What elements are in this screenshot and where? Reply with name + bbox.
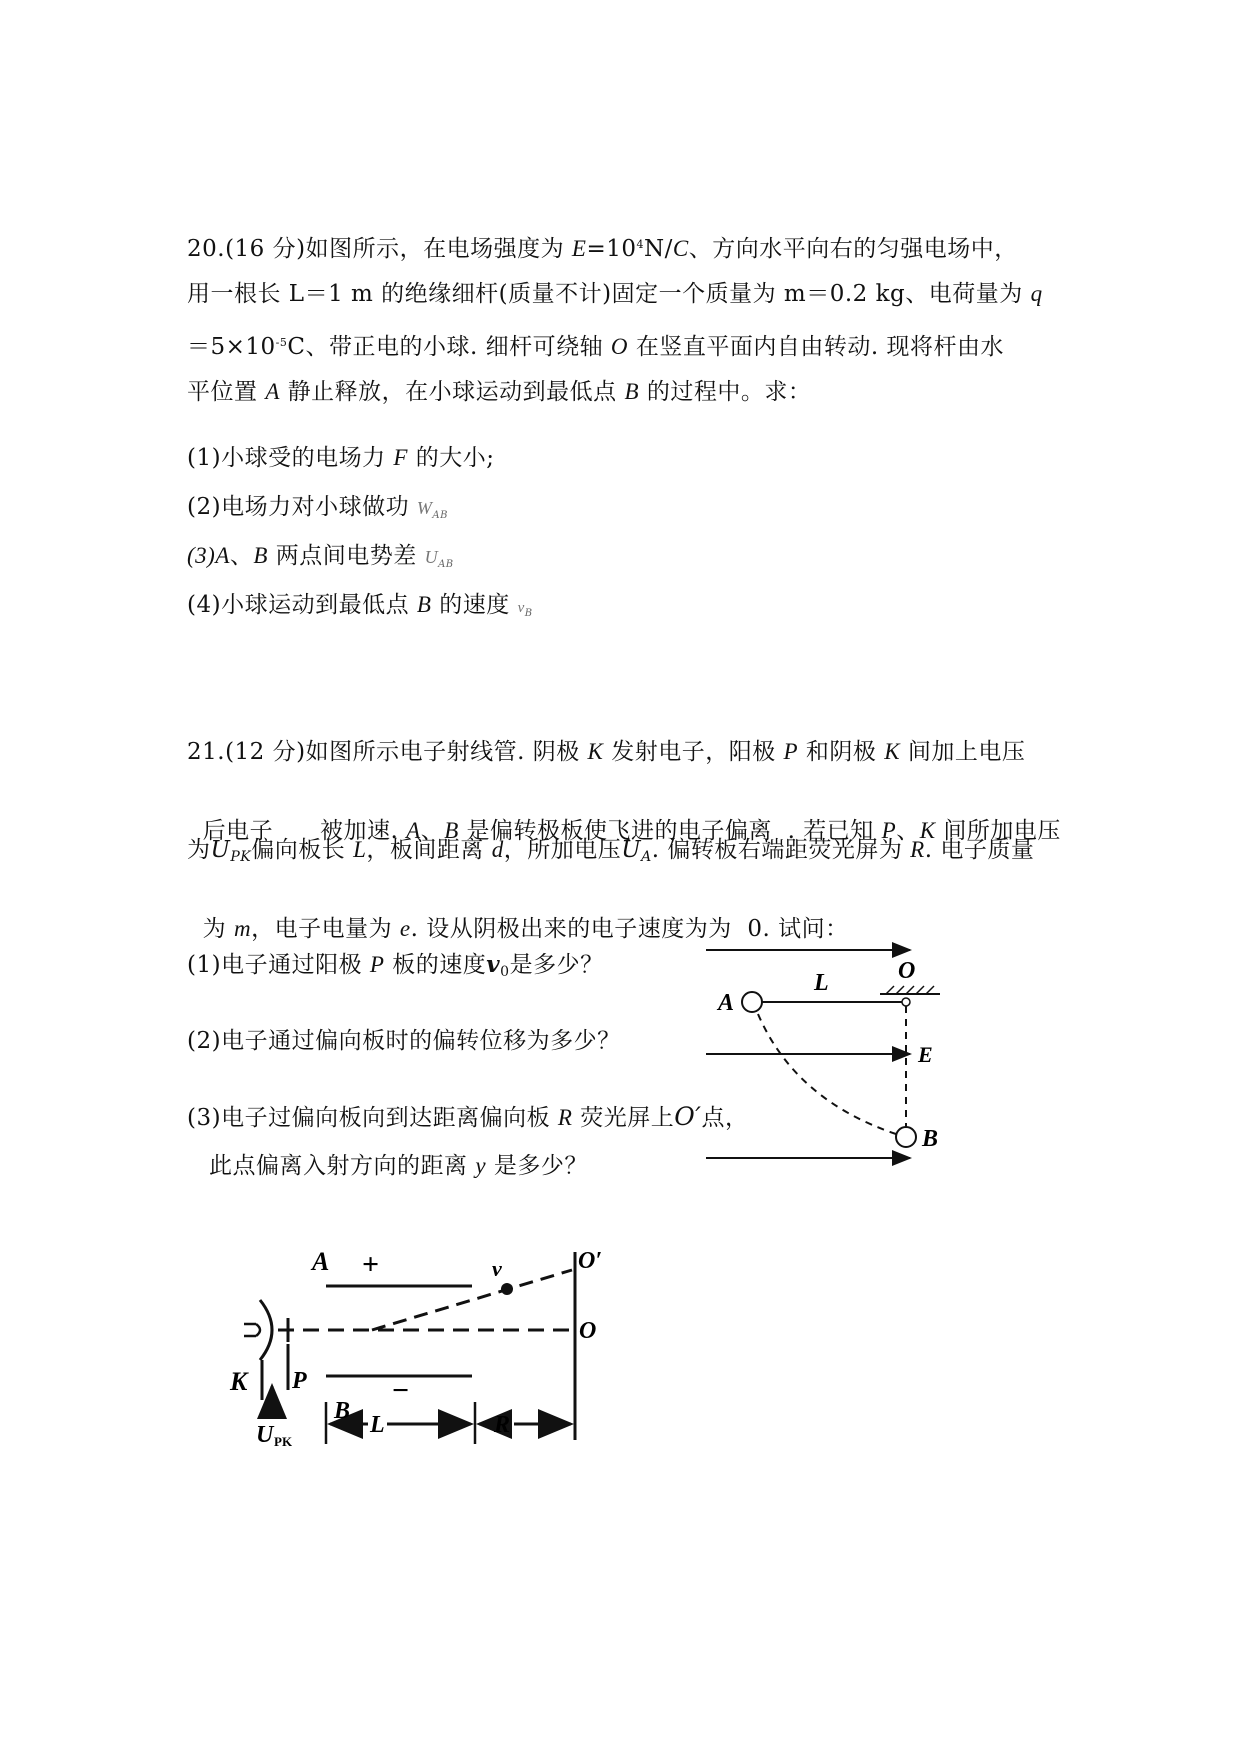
q20-item-1: (1)小球受的电场力 F 的大小; [187, 445, 495, 471]
label-U: U [256, 1422, 274, 1448]
label-A: A [312, 1247, 330, 1276]
label-E: E [918, 1042, 933, 1067]
label-plus: + [362, 1248, 380, 1281]
figure-electron-tube [222, 1230, 602, 1470]
electron-dot [501, 1283, 513, 1295]
label-U-sub: PK [274, 1434, 293, 1449]
q21-line1: 21.(12 分)如图所示电子射线管. 阴极 K 发射电子，阳极 P 和阴极 K 间加上电压 [187, 739, 1026, 765]
label-O-prime: O′ [578, 1248, 602, 1274]
label-R: R [494, 1412, 511, 1438]
label-O: O [579, 1318, 597, 1344]
q21-item-1: (1)电子通过阳极 P 板的速度v0是多少？ [187, 951, 604, 980]
q20-item-2: (2)电场力对小球做功 $W_{AB}$ [187, 494, 448, 521]
q21-item-3: (3)电子过偏向板向到达距离偏向板 R 荧光屏上O′点， [187, 1102, 749, 1131]
label-L: L [370, 1412, 385, 1438]
q21-item-3-continued: 此点偏离入射方向的距离 y 是多少？ [209, 1153, 588, 1179]
q20-line4: 平位置 A 静止释放，在小球运动到最低点 B 的过程中。求： [187, 379, 812, 405]
q20-line2: 用一根长 L＝1 m 的绝缘细杆(质量不计)固定一个质量为 m＝0.2 kg、电荷量为 q [187, 281, 1043, 307]
label-L: L [814, 970, 829, 996]
label-v: v [492, 1256, 502, 1281]
label-minus: − [392, 1374, 410, 1407]
q21-line4: 为 m，电子电量为 e. 设从阴极出来的电子速度为为 0. 试问： [202, 916, 849, 942]
label-P: P [292, 1368, 307, 1394]
q21-line3: 为UPK偏向板长 L，板间距离 d，所加电压UA. 偏转板右端距荧光屏为 R. 电子质量 [187, 837, 1035, 865]
label-K: K [230, 1367, 248, 1396]
q20-line3: $=5\times 10^{-5}C$、带正电的小球. 细杆可绕轴 O 在竖直平面内自由转动. 现将杆由水 [187, 334, 1004, 360]
q21-item-2: (2)电子通过偏向板时的偏转位移为多少？ [187, 1028, 621, 1054]
label-B: B [334, 1398, 351, 1424]
label-O: O [898, 958, 916, 984]
q21-line2: 后电子 被加速. A、B 是偏转极板使飞进的电子偏离 . 若已知 P、K 间所加电压 [202, 818, 1061, 844]
ball-A [742, 992, 762, 1012]
figure-rod-electric-field [700, 940, 960, 1180]
q20-item-4: (4)小球运动到最低点 B 的速度 $v_B$ [187, 592, 533, 619]
q20-item-3: (3)A、B 两点间电势差 $U_{AB}$ [187, 543, 454, 570]
ball-B [896, 1127, 916, 1147]
label-A: A [718, 990, 735, 1016]
q20-line1: 20.(16 分)如图所示，在电场强度为 $E=10^4N/C$、方向水平向右的匀强电场中， [187, 236, 1018, 262]
label-B: B [922, 1126, 939, 1152]
pivot-O [902, 998, 910, 1006]
